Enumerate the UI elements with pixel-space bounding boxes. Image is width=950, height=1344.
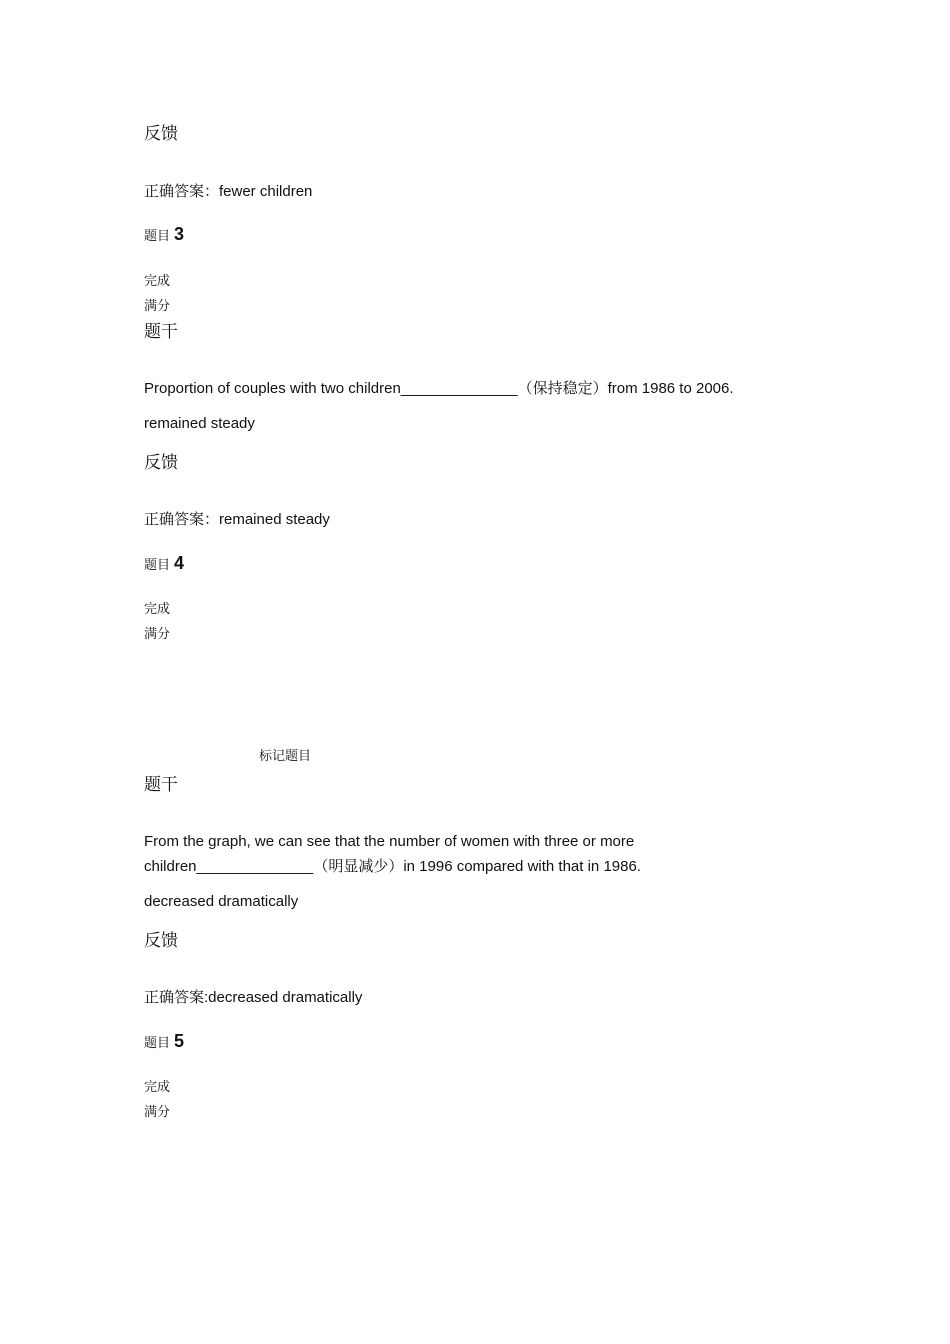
answer-text: remained steady <box>144 415 255 432</box>
question-text: Proportion of couples with two children______________（保持稳定）from 1986 to 2006. <box>144 380 734 397</box>
correct-answer: 正确答案:decreased dramatically <box>144 989 363 1006</box>
question-stem-label: 题干 <box>144 775 178 794</box>
question-header <box>144 224 184 246</box>
feedback-label: 反馈 <box>144 931 178 950</box>
feedback-label: 反馈 <box>144 453 178 472</box>
question-title-label: 题目 <box>144 228 171 243</box>
question-status: 完成 <box>144 1079 171 1094</box>
question-score: 满分 <box>144 626 171 641</box>
question-status: 完成 <box>144 273 171 288</box>
question-score: 满分 <box>144 1104 171 1119</box>
question-score: 满分 <box>144 298 171 313</box>
flag-question-link[interactable]: 标记题目 <box>259 748 312 763</box>
question-title-label: 题目 <box>144 1035 171 1050</box>
question-stem-label: 题干 <box>144 322 178 341</box>
question-header <box>144 553 184 575</box>
question-header <box>144 1031 184 1053</box>
correct-answer: 正确答案：fewer children <box>144 183 313 200</box>
question-status: 完成 <box>144 601 171 616</box>
question-text-line1: From the graph, we can see that the number of women with three or more <box>144 833 635 850</box>
question-number: 3 <box>174 224 185 244</box>
question-number: 4 <box>174 553 185 573</box>
question-text-line2: children______________（明显减少）in 1996 compared with that in 1986. <box>144 858 641 875</box>
feedback-label: 反馈 <box>144 124 178 143</box>
question-number: 5 <box>174 1031 185 1051</box>
question-title-label: 题目 <box>144 557 171 572</box>
answer-text: decreased dramatically <box>144 893 299 910</box>
correct-answer: 正确答案：remained steady <box>144 511 330 528</box>
